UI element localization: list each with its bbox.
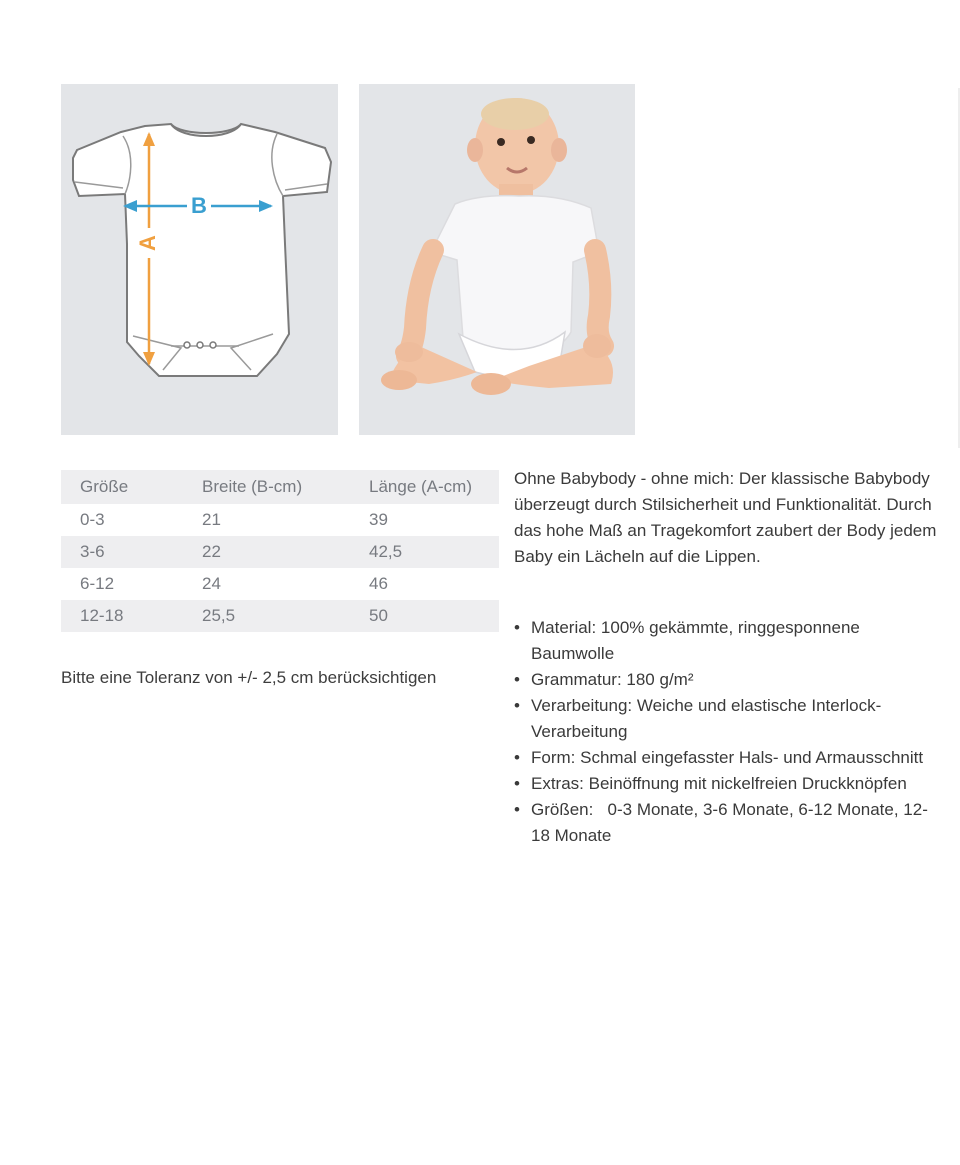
bullet-icon: • (514, 800, 520, 819)
cell-length: 42,5 (369, 542, 403, 561)
cell-width: 22 (202, 542, 221, 561)
list-item (514, 771, 934, 797)
cell-length: 39 (369, 510, 388, 529)
table-row (61, 504, 499, 536)
cell-length: 50 (369, 606, 388, 625)
table-row (61, 568, 499, 600)
cell-size: 3-6 (80, 542, 105, 561)
feature-text: Material: 100% gekämmte, ringgesponnene Baumwolle (531, 618, 860, 663)
feature-text: Form: Schmal eingefasster Hals- und Armausschnitt (531, 748, 924, 767)
feature-text: Grammatur: 180 g/m² (531, 670, 694, 689)
list-item (514, 615, 934, 667)
baby-illustration (359, 84, 635, 435)
cell-size: 6-12 (80, 574, 115, 593)
bodysuit-outline-icon (61, 84, 338, 435)
table-header-row (61, 470, 499, 504)
header-width: Breite (B-cm) (202, 477, 303, 496)
product-description: Ohne Babybody - ohne mich: Der klassische Babybody überzeugt durch Stilsicherheit und Funktionalität. Durch das hohe Maß an Tragekomfort zaubert der Body jedem Baby ein Lächeln auf die Lippen. (514, 469, 937, 566)
table-row (61, 600, 499, 632)
list-item (514, 797, 934, 849)
baby-photo (359, 84, 635, 435)
feature-text: Extras: Beinöffnung mit nickelfreien Druckknöpfen (531, 774, 907, 793)
cell-length: 46 (369, 574, 388, 593)
bodysuit-measurement-diagram (61, 84, 338, 435)
bullet-icon: • (514, 618, 520, 637)
feature-list (514, 615, 934, 849)
label-b: B (191, 193, 207, 218)
header-length: Länge (A-cm) (369, 477, 472, 496)
cell-width: 25,5 (202, 606, 236, 625)
bullet-icon: • (514, 670, 520, 689)
bullet-icon: • (514, 774, 520, 793)
feature-text: Größen: 0-3 Monate, 3-6 Monate, 6-12 Monate, 12-18 Monate (531, 800, 928, 845)
feature-text: Verarbeitung: Weiche und elastische Interlock-Verarbeitung (531, 696, 882, 741)
cell-size: 12-18 (80, 606, 124, 625)
cell-width: 21 (202, 510, 221, 529)
cell-width: 24 (202, 574, 221, 593)
bullet-icon: • (514, 748, 520, 767)
header-size: Größe (80, 477, 129, 496)
tolerance-note: Bitte eine Toleranz von +/- 2,5 cm berücksichtigen (61, 668, 437, 687)
size-table (61, 470, 499, 632)
list-item (514, 693, 934, 745)
bullet-icon: • (514, 696, 520, 715)
label-a: A (134, 235, 160, 251)
list-item (514, 667, 934, 693)
list-item (514, 745, 934, 771)
cell-size: 0-3 (80, 510, 105, 529)
table-row (61, 536, 499, 568)
